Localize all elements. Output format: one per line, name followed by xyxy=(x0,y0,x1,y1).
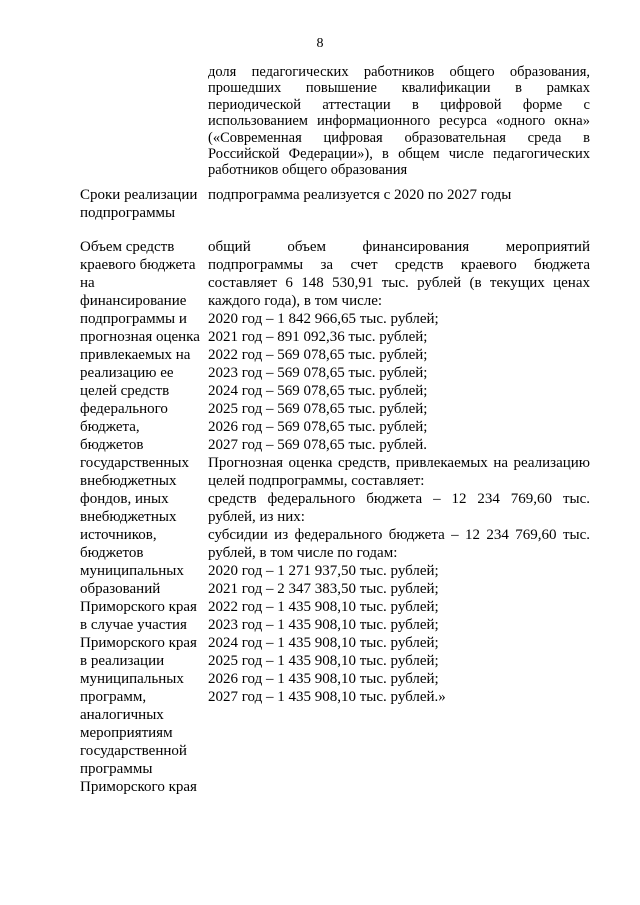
regional-year-item: 2026 год – 569 078,65 тыс. рублей; xyxy=(208,419,428,435)
row-value-funding xyxy=(208,238,590,706)
federal-budget-total: средств федерального бюджета – 12 234 769,60 тыс. рублей, из них: xyxy=(208,491,590,525)
federal-year-item: 2020 год – 1 271 937,50 тыс. рублей; xyxy=(208,563,439,579)
row-label-implementation-period: Сроки реализации подпрограммы xyxy=(80,187,198,221)
regional-year-item: 2024 год – 569 078,65 тыс. рублей; xyxy=(208,383,428,399)
regional-year-item: 2021 год – 891 092,36 тыс. рублей; xyxy=(208,329,428,345)
row-label-funding: Объем средств краевого бюджета на финансирование подпрограммы и прогнозная оценка привлекаемых на реализацию ее целей средств федерального бюджета, бюджетов государственных внебюджетных фондов, иных внебюджетных источников, бюджетов муниципальных образований Приморского края в случае участия Приморского края в реализации муниципальных программ, аналогичных мероприятиям государственной программы Приморского края xyxy=(80,239,200,795)
federal-year-item: 2027 год – 1 435 908,10 тыс. рублей.» xyxy=(208,689,446,705)
regional-year-item: 2022 год – 569 078,65 тыс. рублей; xyxy=(208,347,428,363)
federal-year-item: 2024 год – 1 435 908,10 тыс. рублей; xyxy=(208,635,439,651)
federal-year-item: 2022 год – 1 435 908,10 тыс. рублей; xyxy=(208,599,439,615)
regional-year-item: 2025 год – 569 078,65 тыс. рублей; xyxy=(208,401,428,417)
forecast-intro: Прогнозная оценка средств, привлекаемых на реализацию целей подпрограммы, составляет: xyxy=(208,455,590,489)
regional-year-item: 2020 год – 1 842 966,65 тыс. рублей; xyxy=(208,311,439,327)
regional-year-item: 2023 год – 569 078,65 тыс. рублей; xyxy=(208,365,428,381)
federal-year-list xyxy=(208,562,590,706)
federal-subsidies: субсидии из федерального бюджета – 12 234 769,60 тыс. рублей, в том числе по годам: xyxy=(208,527,590,561)
federal-year-item: 2025 год – 1 435 908,10 тыс. рублей; xyxy=(208,653,439,669)
indicator-text: доля педагогических работников общего образования, прошедших повышение квалификации в рамках периодической аттестации в цифровой форме с использованием информационного ресурса «одного окна» («Современная цифровая образовательная среда в Российской Федерации»), в общем числе педагогических работников общего образования xyxy=(208,64,590,179)
page-number: 8 xyxy=(316,36,324,51)
federal-year-item: 2021 год – 2 347 383,50 тыс. рублей; xyxy=(208,581,439,597)
federal-year-item: 2023 год – 1 435 908,10 тыс. рублей; xyxy=(208,617,439,633)
funding-intro: общий объем финансирования мероприятий подпрограммы за счет средств краевого бюджета составляет 6 148 530,91 тыс. рублей (в текущих ценах каждого года), в том числе: xyxy=(208,239,590,309)
regional-year-item: 2027 год – 569 078,65 тыс. рублей. xyxy=(208,437,428,453)
row-value-implementation-period: подпрограмма реализуется с 2020 по 2027 годы xyxy=(208,187,512,203)
regional-year-list xyxy=(208,310,590,454)
federal-year-item: 2026 год – 1 435 908,10 тыс. рублей; xyxy=(208,671,439,687)
